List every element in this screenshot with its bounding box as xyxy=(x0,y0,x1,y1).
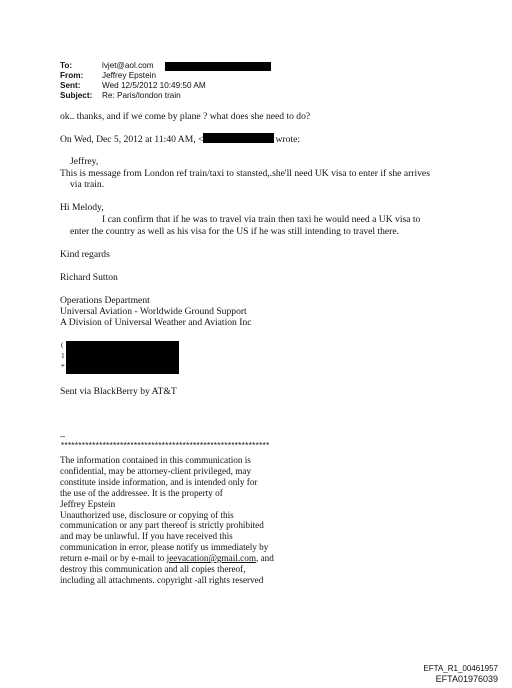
email-header xyxy=(60,61,260,103)
quote-intro xyxy=(60,133,300,145)
from-label: From: xyxy=(60,71,84,80)
bates-id-primary: EFTA_R1_00461957 xyxy=(423,664,498,673)
signature-line: Universal Aviation - Worldwide Ground Support xyxy=(60,306,247,317)
redaction-box xyxy=(203,133,274,143)
redaction-box xyxy=(66,341,179,374)
greeting-jeffrey: Jeffrey, xyxy=(70,156,99,167)
message-paragraph-line: via train. xyxy=(70,179,105,190)
contact-mark: ( xyxy=(61,340,64,349)
from-value: Jeffrey Epstein xyxy=(102,71,157,80)
separator-dashes: -- xyxy=(60,432,66,441)
disclaimer-line: constitute inside information, and is intended only for xyxy=(60,476,258,487)
greeting-melody: Hi Melody, xyxy=(60,202,104,213)
sent-via: Sent via BlackBerry by AT&T xyxy=(60,386,177,397)
signature-line: Operations Department xyxy=(60,295,150,306)
closing: Kind regards xyxy=(60,249,110,260)
disclaimer-line: destroy this communication and all copies thereof, xyxy=(60,564,246,575)
contact-mark: 1 xyxy=(61,351,65,360)
disclaimer-line: the use of the addressee. It is the property of xyxy=(60,487,223,498)
disclaimer-line: confidential, may be attorney-client privileged, may xyxy=(60,465,252,476)
quote-intro-mark: < xyxy=(198,134,204,145)
disclaimer-line: The information contained in this communication is xyxy=(60,455,251,465)
message-paragraph-line: This is message from London ref train/taxi to stansted,.she'll need UK visa to enter if she arrives xyxy=(60,168,430,179)
bates-footer xyxy=(423,664,498,684)
signer-name: Richard Sutton xyxy=(60,272,118,283)
reply-line: ok.. thanks, and if we come by plane ? what does she need to do? xyxy=(60,111,311,122)
quote-intro-prefix: On Wed, Dec 5, 2012 at 11:40 AM, xyxy=(60,134,199,145)
to-value: lvjet@aol.com xyxy=(102,61,154,70)
subject-label: Subject: xyxy=(60,91,93,100)
to-label: To: xyxy=(60,61,73,70)
disclaimer-line-suffix: , and xyxy=(255,553,274,564)
disclaimer-line: and may be unlawful. If you have received this xyxy=(60,531,233,542)
message-paragraph-line: enter the country as well as his visa for the US if he was still intending to travel there. xyxy=(70,226,400,237)
email-link[interactable]: jeevacation@gmail.com xyxy=(166,553,256,564)
disclaimer-line: communication in error, please notify us immediately by xyxy=(60,542,269,553)
disclaimer-line: including all attachments. copyright -all rights reserved xyxy=(60,574,264,585)
quote-intro-suffix: wrote: xyxy=(275,134,300,145)
sent-value: Wed 12/5/2012 10:49:50 AM xyxy=(102,81,206,90)
disclaimer-text xyxy=(60,455,274,586)
disclaimer-line xyxy=(60,553,274,564)
disclaimer-line-prefix: return e-mail or by e-mail to xyxy=(60,553,167,564)
separator-stars: ************************************************************ xyxy=(60,441,269,451)
contact-marks xyxy=(61,339,65,372)
bates-id-secondary: EFTA01976039 xyxy=(435,674,498,684)
signature-line: A Division of Universal Weather and Aviation Inc xyxy=(60,317,252,328)
sent-label: Sent: xyxy=(60,81,81,90)
redaction-box xyxy=(165,62,271,71)
disclaimer-line: Unauthorized use, disclosure or copying of this xyxy=(60,509,234,520)
disclaimer-line: Jeffrey Epstein xyxy=(60,498,116,509)
message-paragraph-line: I can confirm that if he was to travel via train then taxi he would need a UK visa to xyxy=(102,214,421,225)
subject-value: Re: Paris/london train xyxy=(102,91,181,100)
contact-mark: * xyxy=(61,362,65,371)
disclaimer-line: communication or any part thereof is strictly prohibited xyxy=(60,520,264,531)
